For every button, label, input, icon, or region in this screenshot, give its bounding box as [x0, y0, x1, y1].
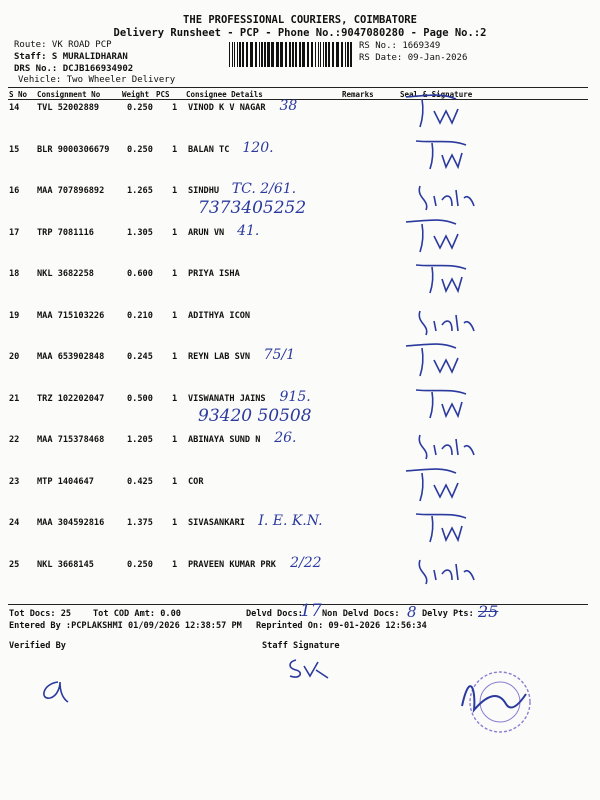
- col-seal-signature: Seal & Signature: [400, 90, 473, 99]
- row-pieces: 1: [172, 435, 178, 445]
- non-delivered-docs-label: Non Delvd Docs:: [322, 609, 400, 619]
- reprinted-on: Reprinted On: 09-01-2026 12:56:34: [256, 621, 427, 631]
- barcode-bar: [271, 42, 274, 67]
- col-weight: Weight: [122, 90, 150, 99]
- row-handwritten-note: 915.: [279, 388, 311, 405]
- row-consignee: BALAN TC: [188, 144, 230, 155]
- barcode-bar: [302, 42, 305, 67]
- barcode-bar: [318, 42, 319, 67]
- row-consignment-number: MAA 304592816: [37, 518, 105, 528]
- row-handwritten-phone: 7373405252: [198, 198, 307, 218]
- vehicle-label: Vehicle: Two Wheeler Delivery: [18, 75, 176, 85]
- row-consignee: PRAVEEN KUMAR PRK: [188, 559, 276, 570]
- row-weight: 0.250: [127, 103, 153, 113]
- barcode-bar: [299, 42, 301, 67]
- barcode-bar: [276, 42, 279, 67]
- barcode-bar: [323, 42, 324, 67]
- barcode-bar: [341, 42, 343, 67]
- barcode-bar: [255, 42, 257, 67]
- barcode-bar: [246, 42, 248, 67]
- row-weight: 0.425: [127, 476, 153, 487]
- row-signature: [412, 550, 502, 590]
- row-serial-number: 23: [9, 476, 20, 487]
- barcode-bar: [285, 42, 287, 67]
- row-consignment-number: BLR 9000306679: [37, 144, 110, 155]
- row-signature: [400, 93, 490, 133]
- row-consignee: VINOD K V NAGAR: [188, 103, 266, 113]
- route-label: Route: VK ROAD PCP: [14, 40, 112, 50]
- row-handwritten-note: TC. 2/61.: [231, 181, 297, 197]
- row-consignee: REYN LAB SVN: [188, 352, 251, 362]
- row-consignment-number: MAA 653902848: [37, 352, 105, 362]
- row-serial-number: 16: [9, 186, 20, 196]
- row-signature: [406, 508, 496, 548]
- row-consignment-number: MAA 715103226: [37, 310, 105, 321]
- row-signature: [400, 467, 490, 507]
- barcode-bar: [234, 42, 235, 67]
- table-header-rule: [8, 99, 588, 100]
- barcode-bar: [295, 42, 297, 67]
- runsheet-subtitle: Delivery Runsheet - PCP - Phone No.:9047080280 - Page No.:2: [113, 27, 487, 39]
- barcode-bar: [261, 42, 263, 67]
- row-consignee: VISWANATH JAINS: [188, 393, 266, 404]
- row-serial-number: 14: [9, 103, 20, 113]
- barcode-bar: [280, 42, 283, 67]
- row-consignee: ARUN VN: [188, 227, 225, 238]
- row-serial-number: 15: [9, 144, 20, 155]
- row-weight: 1.265: [127, 186, 153, 196]
- staff-label: Staff: S MURALIDHARAN: [14, 52, 128, 62]
- row-pieces: 1: [172, 518, 178, 528]
- row-consignee: SINDHU: [188, 186, 220, 196]
- barcode-bar: [307, 42, 309, 67]
- barcode-bar: [292, 42, 294, 67]
- col-consignee: Consignee Details: [186, 90, 263, 99]
- row-serial-number: 17: [9, 227, 20, 238]
- barcode-bar: [332, 42, 334, 67]
- barcode-bar: [264, 42, 266, 67]
- table-bottom-rule: [8, 604, 588, 605]
- barcode-bar: [242, 42, 244, 67]
- row-consignment-number: TRP 7081116: [37, 227, 94, 238]
- row-handwritten-note: 41.: [237, 222, 260, 239]
- row-handwritten-phone: 93420 50508: [198, 405, 312, 426]
- staff-signature: [284, 654, 334, 682]
- row-serial-number: 20: [9, 352, 20, 362]
- row-serial-number: 22: [9, 435, 20, 445]
- row-pieces: 1: [172, 559, 178, 570]
- row-pieces: 1: [172, 393, 178, 404]
- row-serial-number: 19: [9, 310, 20, 321]
- row-serial-number: 25: [9, 559, 20, 570]
- row-consignment-number: TRZ 102202047: [37, 393, 105, 404]
- barcode-bar: [267, 42, 270, 67]
- row-signature: [406, 259, 496, 299]
- row-pieces: 1: [172, 476, 178, 487]
- row-handwritten-note: 26.: [274, 430, 297, 446]
- row-consignment-number: NKL 3668145: [37, 559, 94, 570]
- row-consignment-number: MAA 715378468: [37, 435, 105, 445]
- row-pieces: 1: [172, 186, 178, 196]
- delivered-docs-handwritten: 17: [300, 601, 322, 621]
- row-weight: 0.210: [127, 310, 153, 321]
- row-consignment-number: NKL 3682258: [37, 269, 94, 279]
- barcode-bar: [250, 42, 253, 67]
- row-pieces: 1: [172, 310, 178, 321]
- row-weight: 0.245: [127, 352, 153, 362]
- barcode-bar: [237, 42, 238, 67]
- row-handwritten-note: 75/1: [263, 347, 296, 363]
- barcode-bar: [325, 42, 327, 67]
- entered-by: Entered By :PCPLAKSHMI 01/09/2026 12:38:57 PM: [9, 621, 242, 631]
- barcode-bar: [345, 42, 346, 67]
- col-consignment: Consignment No: [37, 90, 101, 99]
- rs-number: RS No.: 1669349: [359, 41, 441, 51]
- row-consignee: COR: [188, 476, 204, 487]
- row-signature: [412, 301, 502, 341]
- row-serial-number: 18: [9, 269, 20, 279]
- delivered-docs-label: Delvd Docs:: [246, 609, 303, 619]
- row-consignee: ABINAYA SUND N: [188, 435, 261, 445]
- row-weight: 0.250: [127, 144, 153, 155]
- barcode-bar: [239, 42, 241, 67]
- barcode-bar: [328, 42, 330, 67]
- row-consignee: PRIYA ISHA: [188, 269, 240, 279]
- delivery-points-label: Delvy Pts:: [422, 609, 474, 619]
- verified-by-label: Verified By: [9, 641, 66, 651]
- office-stamp: [452, 660, 542, 740]
- row-pieces: 1: [172, 144, 178, 155]
- row-weight: 1.205: [127, 435, 153, 445]
- barcode-bar: [347, 42, 349, 67]
- row-weight: 1.375: [127, 518, 153, 528]
- barcode: [229, 42, 355, 67]
- row-signature: [406, 135, 496, 175]
- row-signature: [406, 384, 496, 424]
- row-signature: [412, 176, 502, 216]
- row-pieces: 1: [172, 269, 178, 279]
- drs-label: DRS No.: DCJB166934902: [14, 64, 134, 74]
- col-remarks: Remarks: [342, 90, 374, 99]
- row-consignment-number: TVL 52002889: [37, 103, 100, 113]
- barcode-bar: [315, 42, 316, 67]
- col-pcs: PCS: [156, 90, 170, 99]
- row-weight: 0.500: [127, 393, 153, 404]
- row-serial-number: 24: [9, 518, 20, 528]
- staff-signature-label: Staff Signature: [262, 641, 340, 651]
- row-serial-number: 21: [9, 393, 20, 404]
- row-handwritten-note: 120.: [242, 139, 274, 156]
- row-pieces: 1: [172, 103, 178, 113]
- row-consignee: ADITHYA ICON: [188, 310, 251, 321]
- total-docs: Tot Docs: 25: [9, 609, 72, 619]
- barcode-bar: [289, 42, 291, 67]
- row-weight: 0.250: [127, 559, 153, 570]
- barcode-bar: [311, 42, 313, 67]
- row-pieces: 1: [172, 227, 178, 238]
- row-weight: 0.600: [127, 269, 153, 279]
- company-title: THE PROFESSIONAL COURIERS, COIMBATORE: [183, 14, 417, 26]
- row-pieces: 1: [172, 352, 178, 362]
- row-consignment-number: MTP 1404647: [37, 476, 94, 487]
- row-signature: [400, 342, 490, 382]
- row-handwritten-note: I. E. K.N.: [258, 513, 323, 529]
- total-cod: Tot COD Amt: 0.00: [93, 609, 181, 619]
- barcode-bar: [350, 42, 352, 67]
- row-handwritten-note: 38: [279, 98, 298, 114]
- row-handwritten-note: 2/22: [290, 554, 322, 571]
- row-signature: [412, 425, 502, 465]
- rs-date: RS Date: 09-Jan-2026: [359, 53, 468, 63]
- table-top-rule: [8, 87, 588, 88]
- barcode-bar: [259, 42, 260, 67]
- delivery-points-handwritten: 25: [478, 602, 499, 621]
- row-weight: 1.305: [127, 227, 153, 238]
- non-delivered-docs-handwritten: 8: [407, 603, 417, 621]
- barcode-bar: [336, 42, 339, 67]
- row-consignee: SIVASANKARI: [188, 518, 245, 528]
- barcode-bar: [232, 42, 233, 67]
- barcode-bar: [320, 42, 321, 67]
- row-signature: [400, 218, 490, 258]
- barcode-bar: [229, 42, 230, 67]
- row-consignment-number: MAA 707896892: [37, 186, 105, 196]
- verified-by-signature: [36, 676, 76, 706]
- col-sno: S No: [9, 90, 28, 99]
